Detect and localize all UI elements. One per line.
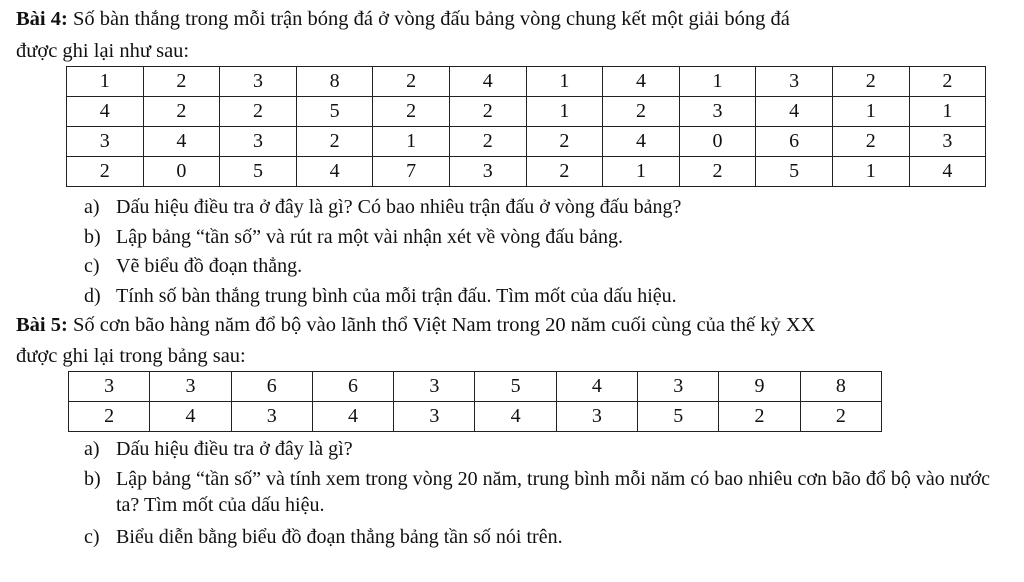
- table-cell: 6: [312, 372, 393, 402]
- table-cell: 8: [296, 67, 373, 97]
- table-row: [67, 127, 986, 157]
- question-marker: b): [84, 468, 101, 490]
- table-cell: 3: [220, 67, 297, 97]
- table-cell: 2: [296, 127, 373, 157]
- bai5-intro-line1: Số cơn bão hàng năm đổ bộ vào lãnh thổ Việt Nam trong 20 năm cuối cùng của thế kỷ XX: [67, 314, 816, 336]
- question-text: Lập bảng “tần số” và rút ra một vài nhận xét về vòng đấu bảng.: [116, 226, 624, 248]
- table-cell: 2: [143, 97, 220, 127]
- table-cell: 3: [69, 372, 150, 402]
- table-row: [67, 97, 986, 127]
- table-cell: 4: [449, 67, 526, 97]
- table-cell: 4: [756, 97, 833, 127]
- question-marker: a): [84, 196, 100, 218]
- table-cell: 2: [220, 97, 297, 127]
- table-cell: 3: [394, 402, 475, 432]
- bai5-intro-line2: được ghi lại trong bảng sau:: [16, 345, 246, 367]
- question-text: Tính số bàn thắng trung bình của mỗi trận đấu. Tìm mốt của dấu hiệu.: [116, 285, 677, 307]
- table-cell: 1: [603, 157, 680, 187]
- table-cell: 9: [719, 372, 800, 402]
- question-marker: a): [84, 438, 100, 460]
- table-cell: 8: [800, 372, 881, 402]
- table-cell: 4: [603, 67, 680, 97]
- bai4-question-d: [84, 283, 1004, 309]
- table-cell: 2: [449, 127, 526, 157]
- table-cell: 4: [909, 157, 986, 187]
- table-cell: 5: [638, 402, 719, 432]
- table-cell: 3: [67, 127, 144, 157]
- question-marker: c): [84, 526, 100, 548]
- bai5-question-c: [84, 524, 1004, 550]
- table-cell: 2: [719, 402, 800, 432]
- table-cell: 3: [556, 402, 637, 432]
- bai4-question-b: [84, 224, 1004, 250]
- table-cell: 1: [679, 67, 756, 97]
- table-cell: 3: [220, 127, 297, 157]
- table-cell: 2: [373, 97, 450, 127]
- table-cell: 2: [800, 402, 881, 432]
- table-cell: 2: [143, 67, 220, 97]
- table-cell: 4: [67, 97, 144, 127]
- table-cell: 6: [756, 127, 833, 157]
- table-cell: 2: [832, 67, 909, 97]
- bai4-data-table: [66, 66, 986, 187]
- table-cell: 4: [475, 402, 556, 432]
- table-cell: 0: [143, 157, 220, 187]
- table-cell: 2: [832, 127, 909, 157]
- table-cell: 1: [373, 127, 450, 157]
- table-cell: 5: [296, 97, 373, 127]
- table-cell: 5: [756, 157, 833, 187]
- table-cell: 1: [909, 97, 986, 127]
- question-text: Lập bảng “tần số” và tính xem trong vòng 20 năm, trung bình mỗi năm có bao nhiêu cơn bão đổ bộ vào nước ta? Tìm mốt của dấu hiệu.: [116, 468, 991, 516]
- table-cell: 5: [220, 157, 297, 187]
- bai4-question-c: [84, 253, 1004, 279]
- table-cell: 3: [756, 67, 833, 97]
- table-cell: 4: [296, 157, 373, 187]
- table-cell: 4: [143, 127, 220, 157]
- table-cell: 4: [150, 402, 231, 432]
- table-cell: 3: [909, 127, 986, 157]
- bai5-label: Bài 5:: [16, 314, 68, 336]
- bai4-question-a: [84, 194, 1004, 220]
- table-cell: 1: [526, 97, 603, 127]
- table-cell: 2: [603, 97, 680, 127]
- table-cell: 3: [679, 97, 756, 127]
- table-cell: 3: [394, 372, 475, 402]
- table-cell: 1: [67, 67, 144, 97]
- bai4-intro-line1: Số bàn thắng trong mỗi trận bóng đá ở vòng đấu bảng vòng chung kết một giải bóng đá: [67, 8, 790, 30]
- table-cell: 2: [909, 67, 986, 97]
- table-cell: 2: [526, 127, 603, 157]
- table-cell: 1: [526, 67, 603, 97]
- table-cell: 2: [679, 157, 756, 187]
- question-marker: c): [84, 255, 100, 277]
- bai5-data-table: [68, 371, 882, 432]
- question-text: Dấu hiệu điều tra ở đây là gì? Có bao nhiêu trận đấu ở vòng đấu bảng?: [116, 196, 682, 218]
- question-text: Vẽ biểu đồ đoạn thẳng.: [116, 255, 303, 277]
- bai4-label: Bài 4:: [16, 8, 68, 30]
- question-marker: d): [84, 285, 101, 307]
- table-cell: 1: [832, 157, 909, 187]
- table-cell: 7: [373, 157, 450, 187]
- bai4-intro-line2: được ghi lại như sau:: [16, 40, 190, 62]
- table-cell: 5: [475, 372, 556, 402]
- table-cell: 2: [69, 402, 150, 432]
- table-row: [67, 157, 986, 187]
- bai5-question-b: [84, 466, 1004, 518]
- table-cell: 3: [449, 157, 526, 187]
- table-cell: 1: [832, 97, 909, 127]
- table-cell: 4: [556, 372, 637, 402]
- table-cell: 3: [231, 402, 312, 432]
- table-cell: 2: [67, 157, 144, 187]
- question-text: Dấu hiệu điều tra ở đây là gì?: [116, 438, 353, 460]
- table-cell: 2: [373, 67, 450, 97]
- table-cell: 2: [526, 157, 603, 187]
- table-cell: 4: [603, 127, 680, 157]
- table-cell: 2: [449, 97, 526, 127]
- table-cell: 0: [679, 127, 756, 157]
- table-cell: 3: [638, 372, 719, 402]
- table-cell: 3: [150, 372, 231, 402]
- bai5-heading: [16, 312, 1016, 338]
- table-row: [69, 372, 882, 402]
- bai5-question-a: [84, 436, 1004, 462]
- bai4-heading: [16, 6, 1016, 32]
- question-marker: b): [84, 226, 101, 248]
- table-cell: 6: [231, 372, 312, 402]
- question-text: Biểu diễn bằng biểu đồ đoạn thẳng bảng tần số nói trên.: [116, 526, 563, 548]
- table-cell: 4: [312, 402, 393, 432]
- table-row: [67, 67, 986, 97]
- table-row: [69, 402, 882, 432]
